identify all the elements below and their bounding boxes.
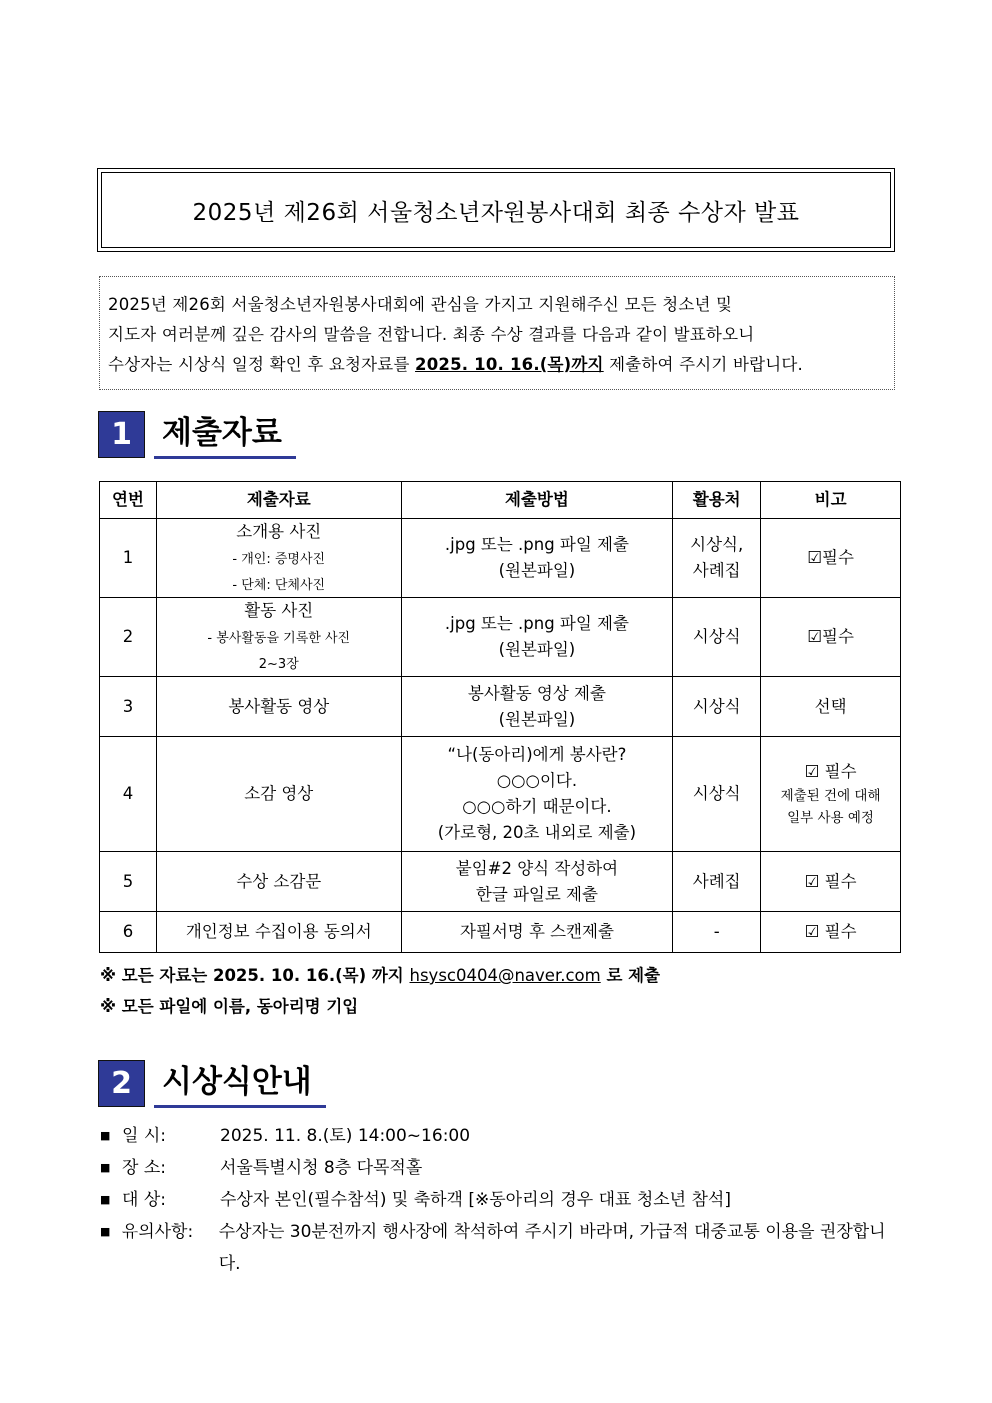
header-note: 비고 [761,482,901,519]
table-row [100,519,901,598]
section-2-title: 시상식안내 [154,1060,326,1108]
section-2-number: 2 [98,1060,145,1107]
row-note-sub: 제출된 건에 대해 [780,788,881,804]
section-1-number: 1 [98,411,145,458]
info-row [100,1216,900,1280]
row-use: 시상식 [673,737,761,852]
intro-box [99,276,895,390]
row-item: 개인정보 수집이용 동의서 [156,912,401,953]
info-row [100,1120,900,1152]
header-use: 활용처 [673,482,761,519]
row-method-line: 봉사활동 영상 제출 [467,683,606,703]
row-no: 4 [100,737,157,852]
table-row [100,677,901,737]
row-use-line: 시상식, [690,535,744,554]
info-label: 장 소: [122,1158,166,1178]
info-label: 대 상: [122,1190,166,1210]
section-1-title: 제출자료 [154,411,296,459]
info-row [100,1184,900,1216]
row-item-sub: - 봉사활동을 기록한 사진 [207,631,351,646]
row-method [401,852,673,912]
table-header-row [100,482,901,519]
row-use: 시상식 [673,598,761,677]
row-note [761,737,901,852]
header-no: 연번 [100,482,157,519]
table-row [100,912,901,953]
note-1 [100,960,660,991]
notes [100,960,660,1022]
row-method-line: .jpg 또는 .png 파일 제출 [444,535,629,554]
row-item-sub: - 단체: 단체사진 [232,578,326,593]
row-method [401,598,673,677]
row-note-sub: 일부 사용 예정 [787,810,874,826]
row-no: 5 [100,852,157,912]
info-value: 2025. 11. 8.(토) 14:00~16:00 [220,1126,471,1146]
row-item-title: 소개용 사진 [236,522,322,541]
note-1-pre: ※ 모든 자료는 2025. 10. 16.(목) 까지 [100,966,410,985]
row-method [401,677,673,737]
header-item: 제출자료 [156,482,401,519]
row-item-sub: - 개인: 증명사진 [232,552,326,567]
row-item: 수상 소감문 [156,852,401,912]
submission-table [99,481,901,953]
row-method-line: “나(동아리)에게 봉사란? [447,745,627,764]
info-row [100,1152,900,1184]
row-method: 자필서명 후 스캔제출 [401,912,673,953]
row-method-line: (원본파일) [498,640,576,659]
row-note: ☑필수 [761,598,901,677]
row-use: 사례집 [673,852,761,912]
title-box [97,168,895,252]
page-title: 2025년 제26회 서울청소년자원봉사대회 최종 수상자 발표 [101,172,891,248]
intro-line-2: 지도자 여러분께 깊은 감사의 말씀을 전합니다. 최종 수상 결과를 다음과 같이 발표하오니 [108,325,755,344]
row-method [401,519,673,598]
row-method-line: 한글 파일로 제출 [475,884,598,904]
row-method-line: .jpg 또는 .png 파일 제출 [444,614,629,633]
intro-deadline: 2025. 10. 16.(목)까지 [415,355,604,374]
row-no: 2 [100,598,157,677]
row-item-sub: 2~3장 [258,657,299,672]
bullet-icon: ■ [100,1129,111,1142]
row-use: - [673,912,761,953]
ceremony-info [100,1120,900,1280]
row-note-main: ☑ 필수 [804,762,857,781]
row-note: 선택 [761,677,901,737]
table-row [100,852,901,912]
row-method-line: ○○○하기 때문이다. [462,797,612,816]
info-value: 수상자는 30분전까지 행사장에 착석하여 주시기 바라며, 가급적 대중교통 이용을 권장합니다. [218,1222,886,1274]
bullet-icon: ■ [100,1225,111,1238]
row-method-line: 붙임#2 양식 작성하여 [455,858,619,878]
row-no: 3 [100,677,157,737]
intro-line-3-pre: 수상자는 시상식 일정 확인 후 요청자료를 [108,355,416,374]
info-value: 서울특별시청 8층 다목적홀 [220,1158,423,1178]
email-link[interactable]: hsysc0404@naver.com [409,966,601,985]
row-note: ☑필수 [761,519,901,598]
header-method: 제출방법 [401,482,673,519]
row-no: 1 [100,519,157,598]
row-item [156,598,401,677]
info-value: 수상자 본인(필수참석) 및 축하객 [※동아리의 경우 대표 청소년 참석] [220,1190,731,1210]
row-note: ☑ 필수 [761,912,901,953]
bullet-icon: ■ [100,1161,111,1174]
intro-line-1: 2025년 제26회 서울청소년자원봉사대회에 관심을 가지고 지원해주신 모든 청소년 및 [108,295,733,314]
info-label: 유의사항: [121,1222,194,1242]
note-2: ※ 모든 파일에 이름, 동아리명 기입 [100,997,359,1016]
row-item: 소감 영상 [156,737,401,852]
row-use [673,519,761,598]
note-1-post: 로 제출 [600,966,661,985]
row-use: 시상식 [673,677,761,737]
info-label: 일 시: [122,1126,166,1146]
row-no: 6 [100,912,157,953]
row-note: ☑ 필수 [761,852,901,912]
intro-line-3-post: 제출하여 주시기 바랍니다. [603,355,803,374]
row-method-line: ○○○이다. [496,771,578,790]
row-item [156,519,401,598]
row-item: 봉사활동 영상 [156,677,401,737]
row-use-line: 사례집 [692,561,741,580]
table-row [100,737,901,852]
row-method-line: (원본파일) [498,561,576,580]
row-item-title: 활동 사진 [244,601,314,620]
table-row [100,598,901,677]
row-method [401,737,673,852]
row-method-line: (원본파일) [498,709,576,729]
row-method-line: (가로형, 20초 내외로 제출) [437,823,637,842]
bullet-icon: ■ [100,1193,111,1206]
intro-line-3 [108,350,884,380]
